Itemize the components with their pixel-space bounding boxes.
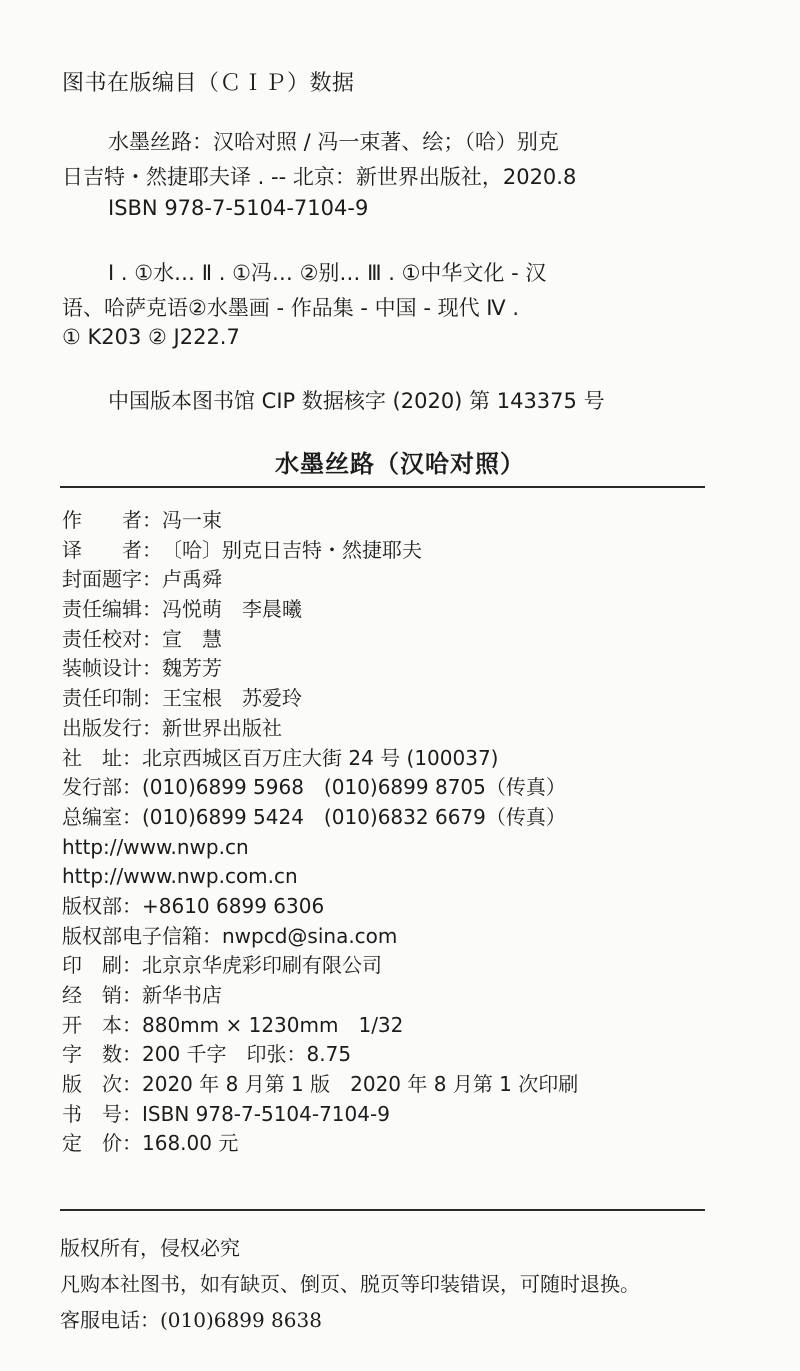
copyright-notice: [60, 1230, 760, 1338]
info-value: (010)6899 5424 (010)6832 6679（传真）: [142, 804, 566, 829]
cip-line-subjects-1: Ⅰ . ①水… Ⅱ . ①冯… ②别… Ⅲ . ①中华文化 - 汉: [108, 261, 547, 285]
cip-heading: 图书在版编目（ＣＩＰ）数据: [62, 71, 355, 96]
info-value: +8610 6899 6306: [142, 893, 325, 918]
customer-service-line: 客服电话：(010)6899 8638: [60, 1308, 322, 1332]
info-label: 版权部电子信箱：: [62, 923, 222, 948]
info-row-publisher: [62, 714, 742, 744]
cip-line-isbn: ISBN 978-7-5104-7104-9: [108, 196, 369, 220]
info-row-edition: [62, 1070, 742, 1100]
return-policy-line: 凡购本社图书，如有缺页、倒页、脱页等印装错误，可随时退换。: [60, 1272, 640, 1296]
email-address: nwpcd@sina.com: [222, 923, 398, 948]
cip-line-title: 水墨丝路：汉哈对照 / 冯一束著、绘；（哈）别克: [108, 130, 559, 154]
info-value: 冯一束: [162, 508, 222, 532]
book-title: 水墨丝路（汉哈对照）: [275, 450, 525, 478]
website-url: http://www.nwp.com.cn: [62, 864, 298, 889]
info-row-website-1: [62, 833, 742, 863]
info-value: 〔哈〕别克日吉特・然捷耶夫: [162, 537, 422, 562]
info-label: 开 本：: [62, 1012, 142, 1037]
cip-line-verification-number: 中国版本图书馆 CIP 数据核字 (2020) 第 143375 号: [108, 389, 605, 413]
cip-line-subjects-2: 语、哈萨克语②水墨画 - 作品集 - 中国 - 现代 Ⅳ .: [62, 296, 520, 320]
info-row-word-count: [62, 1040, 742, 1070]
info-label: 封面题字：: [62, 567, 162, 592]
info-row-copyright-dept: [62, 892, 742, 922]
info-label: 译 者：: [62, 537, 162, 562]
info-label: 书 号：: [62, 1101, 142, 1126]
info-label: 版 次：: [62, 1072, 142, 1097]
info-value: 新华书店: [142, 983, 222, 1007]
info-label: 责任编辑：: [62, 597, 162, 622]
cip-line-publisher: 日吉特・然捷耶夫译 . -- 北京：新世界出版社，2020.8: [62, 165, 577, 189]
info-row-author: [62, 506, 742, 536]
info-value: 北京京华虎彩印刷有限公司: [142, 953, 382, 978]
info-row-designer: [62, 654, 742, 684]
info-row-website-2: [62, 862, 742, 892]
info-label: 印 刷：: [62, 953, 142, 978]
info-row-copyright-email: [62, 922, 742, 952]
info-value: 168.00 元: [142, 1131, 239, 1156]
info-row-editors: [62, 595, 742, 625]
info-row-format: [62, 1011, 742, 1041]
info-value: 新世界出版社: [162, 715, 282, 740]
info-label: 责任校对：: [62, 626, 162, 651]
bottom-divider: [60, 1209, 705, 1211]
info-value: 冯悦萌 李晨曦: [162, 597, 302, 622]
info-label: 责任印制：: [62, 686, 162, 711]
info-label: 字 数：: [62, 1042, 142, 1067]
info-value: 2020 年 8 月第 1 版 2020 年 8 月第 1 次印刷: [142, 1072, 579, 1097]
info-value: 北京西城区百万庄大街 24 号 (100037): [142, 745, 499, 770]
info-value: 魏芳芳: [162, 656, 222, 681]
info-row-printer: [62, 951, 742, 981]
info-label: 发行部：: [62, 775, 142, 800]
info-value: 王宝根 苏爱玲: [162, 686, 302, 711]
info-label: 经 销：: [62, 983, 142, 1007]
info-value: 880mm × 1230mm 1/32: [142, 1012, 404, 1037]
info-row-editorial-office: [62, 803, 742, 833]
info-row-proofreader: [62, 625, 742, 655]
info-row-distribution-dept: [62, 773, 742, 803]
info-label: 出版发行：: [62, 715, 162, 740]
info-row-price: [62, 1129, 742, 1159]
info-row-cover-calligraphy: [62, 565, 742, 595]
info-label: 作 者：: [62, 508, 162, 532]
info-row-isbn: [62, 1100, 742, 1130]
info-value: 宣 慧: [162, 626, 222, 651]
info-value: (010)6899 5968 (010)6899 8705（传真）: [142, 775, 566, 800]
info-row-print-supervisors: [62, 684, 742, 714]
info-value: ISBN 978-7-5104-7104-9: [142, 1101, 390, 1126]
info-value: 200 千字 印张：8.75: [142, 1042, 352, 1067]
info-label: 版权部：: [62, 893, 142, 918]
info-row-translator: [62, 536, 742, 566]
publication-info-list: [62, 506, 742, 1159]
info-value: 卢禹舜: [162, 567, 222, 592]
info-label: 装帧设计：: [62, 656, 162, 681]
top-divider: [60, 486, 705, 488]
cip-line-classification: ① K203 ② J222.7: [62, 325, 240, 349]
rights-reserved-line: 版权所有，侵权必究: [60, 1236, 240, 1260]
info-row-distributor: [62, 981, 742, 1011]
website-url: http://www.nwp.cn: [62, 834, 249, 859]
info-label: 总编室：: [62, 804, 142, 829]
info-label: 社 址：: [62, 745, 142, 770]
info-row-address: [62, 744, 742, 774]
info-label: 定 价：: [62, 1131, 142, 1156]
